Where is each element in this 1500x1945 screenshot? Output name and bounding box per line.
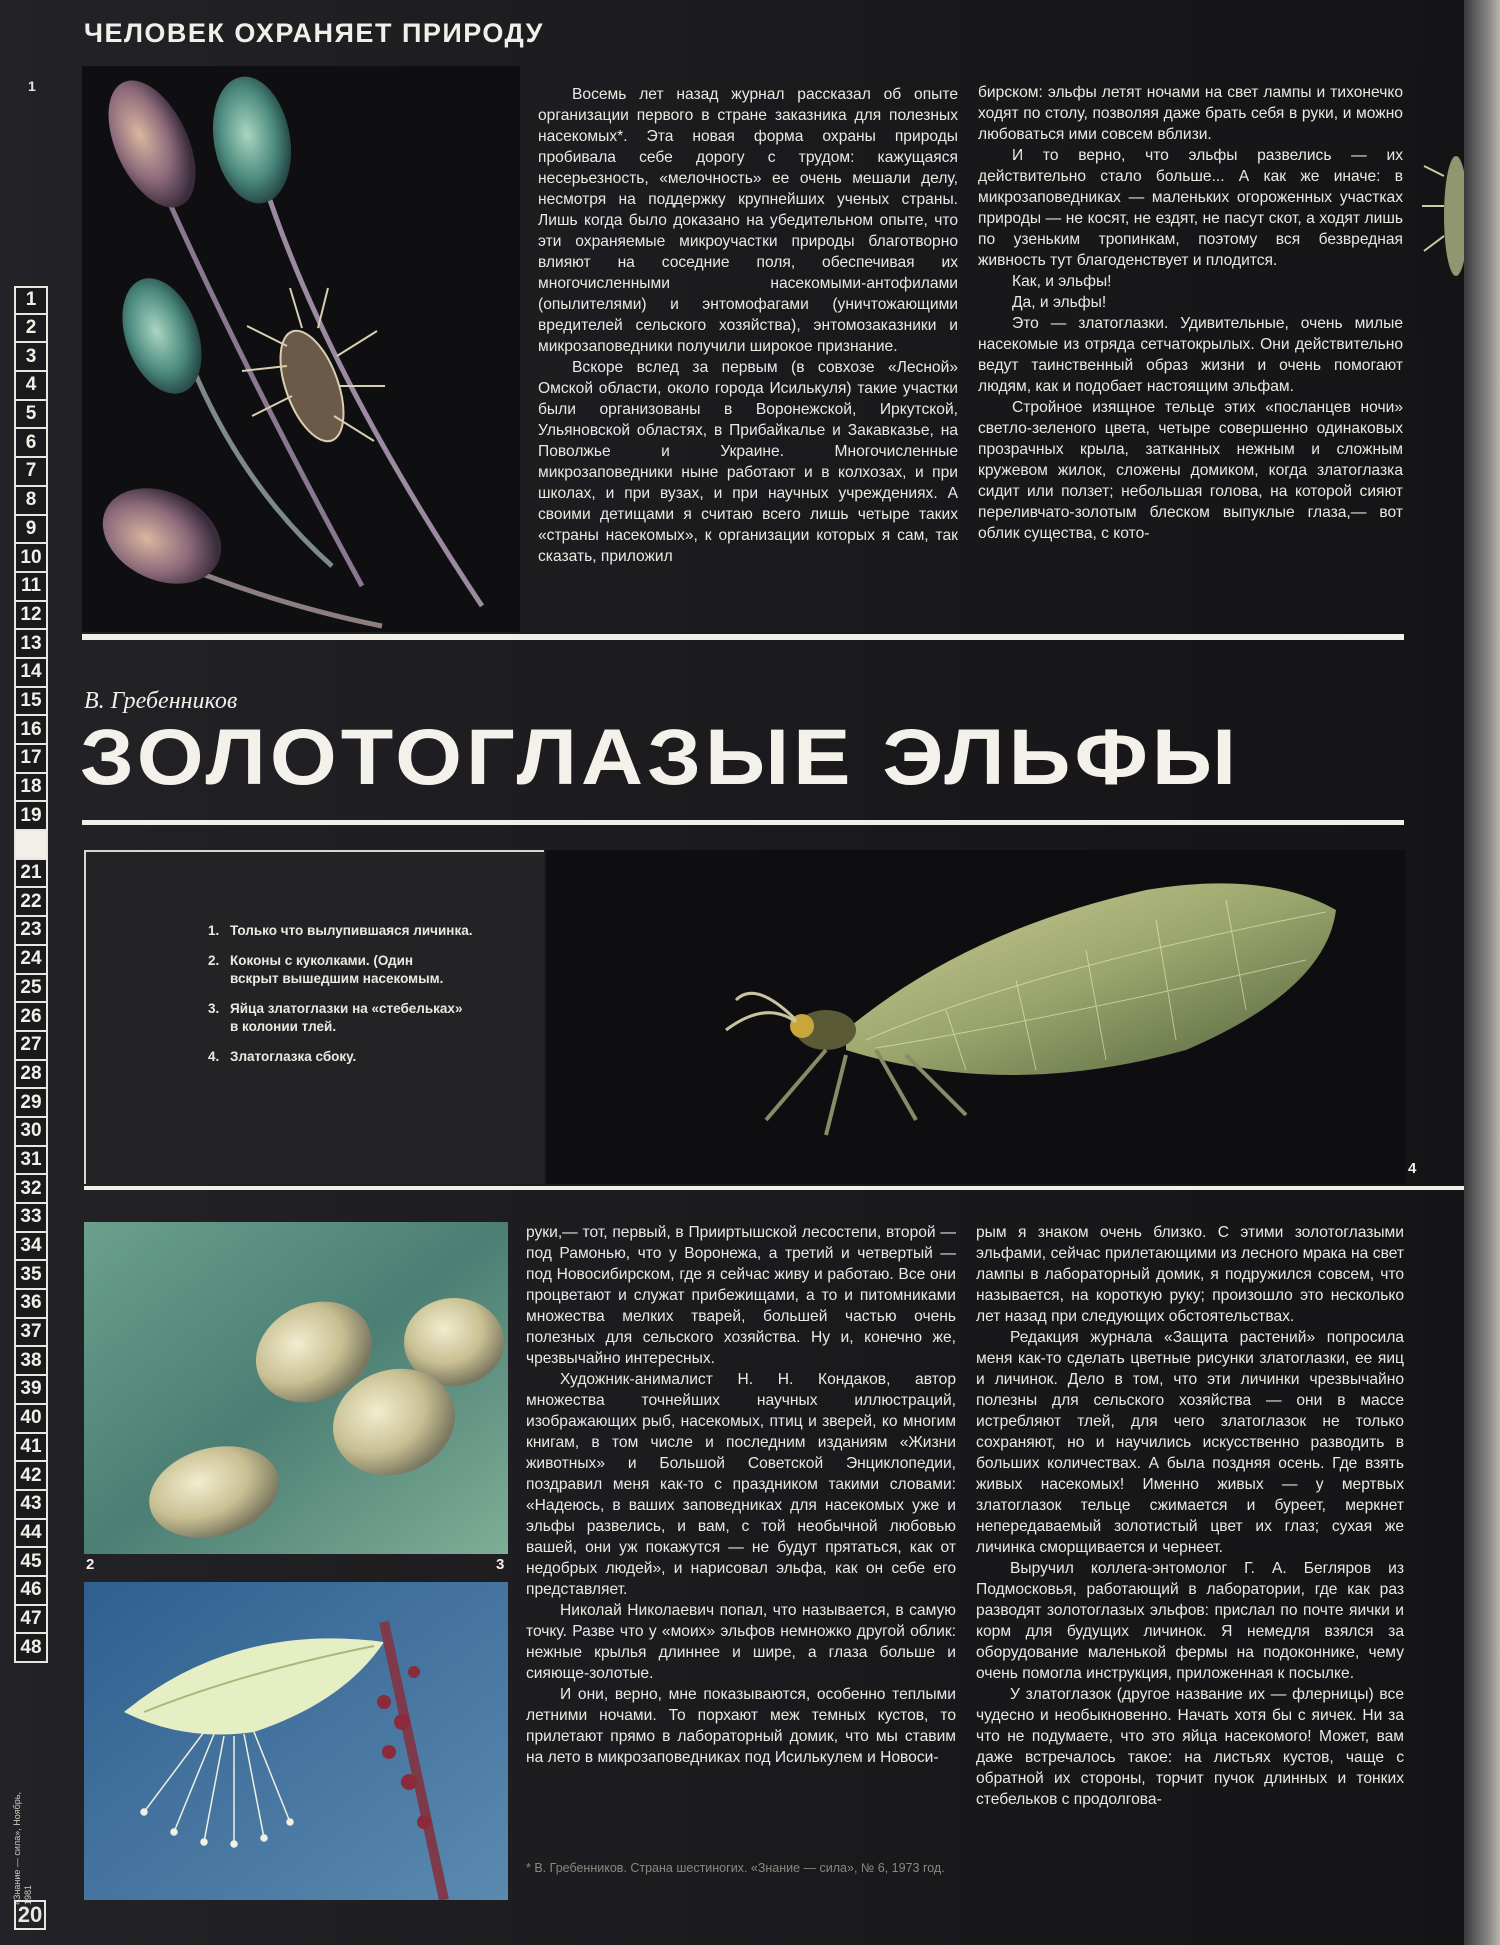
illustration-eggs-larva (82, 66, 520, 632)
caption-item (208, 1000, 548, 1036)
caption-number: 1. (208, 923, 220, 938)
plate-label-4: 4 (1408, 1160, 1417, 1177)
page-index (14, 286, 48, 1663)
paragraph: Это — златоглазки. Удивительные, очень милые насекомые из отряда сетчатокрылых. Они действительно ведут таинственный образ жизни и очень помогают людям, как и подобает настоящим эльфам. (978, 315, 1403, 395)
page-index-cell: 39 (14, 1376, 48, 1405)
page-index-cell: 15 (14, 688, 48, 717)
paragraph: Как, и эльфы! (1012, 273, 1112, 290)
page-index-cell: 38 (14, 1347, 48, 1376)
page-index-cell: 6 (14, 429, 48, 458)
page-index-cell: 18 (14, 774, 48, 803)
side-credit: «Знание — сила», Ноябрь, 1981 (12, 1792, 33, 1905)
caption-number: 2. (208, 953, 220, 968)
caption-item (208, 1048, 548, 1066)
caption-text: Яйца златоглазки на «стебельках» (230, 1001, 463, 1016)
caption-text: Только что вылупившаяся личинка. (230, 923, 473, 938)
page-index-cell: 44 (14, 1520, 48, 1549)
page-index-cell: 42 (14, 1462, 48, 1491)
paragraph: Стройное изящное тельце этих «посланцев ночи» светло-зеленого цвета, четыре совершенно одинаковых прозрачных крыла, затканных нежным и сложным кружевом жилок, сложены домиком, когда златоглазка сидит или ползет; небольшая голова, на которой сияют переливчато-золотым блеском выпуклые глаза,— вот облик существа, с кото- (978, 399, 1403, 542)
page-index-cell: 14 (14, 659, 48, 688)
page-index-cell: 27 (14, 1032, 48, 1061)
paragraph: Художник-анималист Н. Н. Кондаков, автор множества точнейших научных иллюстраций, изображающих рыб, насекомых, птиц и зверей, ко многим книгам, в том числе и последним изданиям «Жизни животных» и Большой Советской Энциклопедии, поздравил меня как-то с праздником такими словами: «Надеюсь, в ваших заповедниках для насекомых уже и эльфы развелись, и вам, с той необычной любовью вашей, они уж покажутся — не будут прятаться, как от недобрых людей», и нарисовал эльфа, как он себе его представляет. (526, 1371, 956, 1598)
page-index-cell: 48 (14, 1634, 48, 1663)
page-index-cell: 31 (14, 1147, 48, 1176)
paragraph: Да, и эльфы! (1012, 294, 1107, 311)
page-index-cell: 32 (14, 1175, 48, 1204)
page-index-cell: 41 (14, 1434, 48, 1463)
paragraph: Выручил коллега-энтомолог Г. А. Бегляров из Подмосковья, работающий в лаборатории, где как раз разводят золотоглазых эльфов: прислал по почте яички и корм для будущих личинок. Я немедля взялся за оборудование маленькой фермы на подоконнике, чему очень помогла инструкция, приложенная к посылке. (976, 1560, 1404, 1682)
illustration-eggs-aphids (84, 1582, 508, 1900)
page-index-cell: 13 (14, 630, 48, 659)
illustration-lacewing-side (546, 850, 1406, 1184)
page-index-cell: 9 (14, 516, 48, 545)
paragraph: бирском: эльфы летят ночами на свет лампы и тихонечко ходят по столу, позволяя даже брать себя в руки, и можно любоваться ими совсем вблизи. (978, 84, 1403, 143)
page-index-cell: 10 (14, 544, 48, 573)
plate-label-2: 2 (86, 1556, 95, 1573)
page-index-cell: 36 (14, 1290, 48, 1319)
page-index-cell: 5 (14, 401, 48, 430)
page-index-cell: 21 (14, 860, 48, 889)
caption-number: 3. (208, 1001, 220, 1016)
page-index-cell: 22 (14, 888, 48, 917)
page-index-cell: 34 (14, 1233, 48, 1262)
page-index-cell: 2 (14, 315, 48, 344)
article-column-top-right (978, 82, 1403, 544)
page-index-cell: 4 (14, 372, 48, 401)
page-index-cell: 12 (14, 602, 48, 631)
page-index-cell: 47 (14, 1606, 48, 1635)
page-index-cell: 33 (14, 1204, 48, 1233)
title-rule-top (82, 634, 1404, 640)
plate-label-3: 3 (496, 1556, 505, 1573)
article-column-bottom-right (976, 1222, 1404, 1810)
page-index-cell: 35 (14, 1261, 48, 1290)
footnote: * В. Гребенников. Страна шестиногих. «Знание — сила», № 6, 1973 год. (526, 1861, 945, 1875)
binding-edge (1464, 0, 1500, 1945)
caption-item (208, 952, 548, 988)
page-index-cell: 46 (14, 1577, 48, 1606)
paragraph: Вскоре вслед за первым (в совхозе «Лесной» Омской области, около города Исилькуля) такие участки были организованы в Воронежской, Иркутской, Ульяновской областях, в Прибайкалье и Закавказье, на Поволжье и Украине. Многочисленные микрозаповедники ныне работают и в колхозах, и при школах, и при вузах, и при научных учреждениях. А своими детищами я считаю всего лишь четыре таких «страны насекомых», к организации которых я сам, так сказать, приложил (538, 359, 958, 565)
page-index-cell: 23 (14, 917, 48, 946)
paragraph: рым я знаком очень близко. С этими золотоглазыми эльфами, сейчас прилетающими из лесного мрака на свет лампы в лабораторный домик, я подружился совсем, что называется, на короткую руку; произошло это несколько лет назад при следующих обстоятельствах. (976, 1224, 1404, 1325)
caption-text: Златоглазка сбоку. (230, 1049, 357, 1064)
paragraph: И то верно, что эльфы развелись — их действительно стало больше... А как же иначе: в микрозаповедниках — маленьких огороженных участках природы — не косят, не ездят, не пасут скот, а ходят лишь по узеньким тропинкам, поэтому вся безвредная живность тут благоденствует и плодится. (978, 147, 1403, 269)
page-index-cell: 40 (14, 1405, 48, 1434)
page-index-cell: 3 (14, 343, 48, 372)
page-index-cell: 24 (14, 946, 48, 975)
plate-rule-bottom (84, 1186, 1478, 1190)
page-index-cell: 11 (14, 573, 48, 602)
page-index-cell: 26 (14, 1003, 48, 1032)
page-index-cell: 45 (14, 1548, 48, 1577)
article-title: ЗОЛОТОГЛАЗЫЕ ЭЛЬФЫ (80, 713, 1241, 802)
page-index-cell: 7 (14, 458, 48, 487)
paragraph: Восемь лет назад журнал рассказал об опыте организации первого в стране заказника для полезных насекомых*. Эта новая форма охраны природы пробивала себе дорогу с трудом: кажущаяся несерьезность, «мелочность» ее очень мешали делу, несмотря на поддержку крупнейших ученых страны. Лишь когда было доказано на убедительном опыте, что эти охраняемые микроучастки природы благотворно влияют на соседние поля, обеспечивая их многочисленными насекомыми-антофилами (опылителями) и энтомофагами (уничтожающими вредителей сельского хозяйства), энтомозаказники и микрозаповедники получили широкое признание. (538, 86, 958, 355)
caption-text-continued: в колонии тлей. (230, 1019, 337, 1034)
caption-item (208, 922, 548, 940)
page-index-cell: 17 (14, 745, 48, 774)
section-rubric: ЧЕЛОВЕК ОХРАНЯЕТ ПРИРОДУ (84, 18, 544, 48)
title-rule-bottom (82, 820, 1404, 825)
page-index-cell: 16 (14, 716, 48, 745)
paragraph: Редакция журнала «Защита растений» попросила меня как-то сделать цветные рисунки златоглазки, ее яиц и личинок. Дело в том, что эти личинки чрезвычайно полезны для сельского хозяйства — они в массе истребляют тлей, для чего златоглазок не только сохраняют, но и научились искусственно разводить в больших количествах. А была поздняя осень. Где взять живых насекомых! Именно живых — у мертвых златоглазок тельце сжимается и буреет, меркнет непередаваемый золотистый цвет их глаз; сухая же личинка сморщивается и чернеет. (976, 1329, 1404, 1556)
page-index-cell: 20 (14, 831, 48, 860)
page-index-cell: 30 (14, 1118, 48, 1147)
paragraph: И они, верно, мне показываются, особенно теплыми летними ночами. То порхают меж темных кустов, то прилетают прямо в лабораторный домик, что мы ставим на лето в микрозаповедниках под Исилькулем и Новоси- (526, 1686, 956, 1766)
page-index-cell: 29 (14, 1089, 48, 1118)
page-index-cell: 37 (14, 1319, 48, 1348)
figure-number-1: 1 (28, 78, 36, 94)
paragraph: У златоглазок (другое название их — флерницы) все чудесно и необыкновенно. Начать хотя бы с яичек. Ни за что не подумаете, что это яйца насекомого! Может, вам даже встречалось такое: на листьях кустов, чаще с обратной их стороны, торчит пучок длинных и тонких стебельков с продолгова- (976, 1686, 1404, 1808)
article-column-bottom-middle (526, 1222, 956, 1768)
caption-list (208, 922, 548, 1078)
paragraph: Николай Николаевич попал, что называется, в самую точку. Разве что у «моих» эльфов немножко другой облик: нежные крылья длиннее и шире, а глаза больше и сияюще-золотые. (526, 1602, 956, 1682)
page-index-cell: 43 (14, 1491, 48, 1520)
page-number: 20 (14, 1900, 46, 1930)
paragraph: руки,— тот, первый, в Прииртышской лесостепи, второй — под Рамонью, что у Воронежа, а третий и четвертый — под Новосибирском, где я сейчас живу и работаю. Все они процветают и служат прибежищами, а то и питомниками множества мелких тварей, большей частью очень полезных для сельского хозяйства. Ну и, конечно же, чрезвычайно интересных. (526, 1224, 956, 1367)
illustration-cocoons (84, 1222, 508, 1554)
page-index-cell: 25 (14, 975, 48, 1004)
page-index-cell: 19 (14, 802, 48, 831)
caption-number: 4. (208, 1049, 220, 1064)
page-index-cell: 8 (14, 487, 48, 516)
page-index-cell: 28 (14, 1061, 48, 1090)
author-name: В. Гребенников (84, 688, 238, 714)
article-column-top-middle (538, 84, 958, 567)
caption-text: Коконы с куколками. (Один (230, 953, 414, 968)
page-index-cell: 1 (14, 286, 48, 315)
caption-text-continued: вскрыт вышедшим насекомым. (230, 971, 444, 986)
